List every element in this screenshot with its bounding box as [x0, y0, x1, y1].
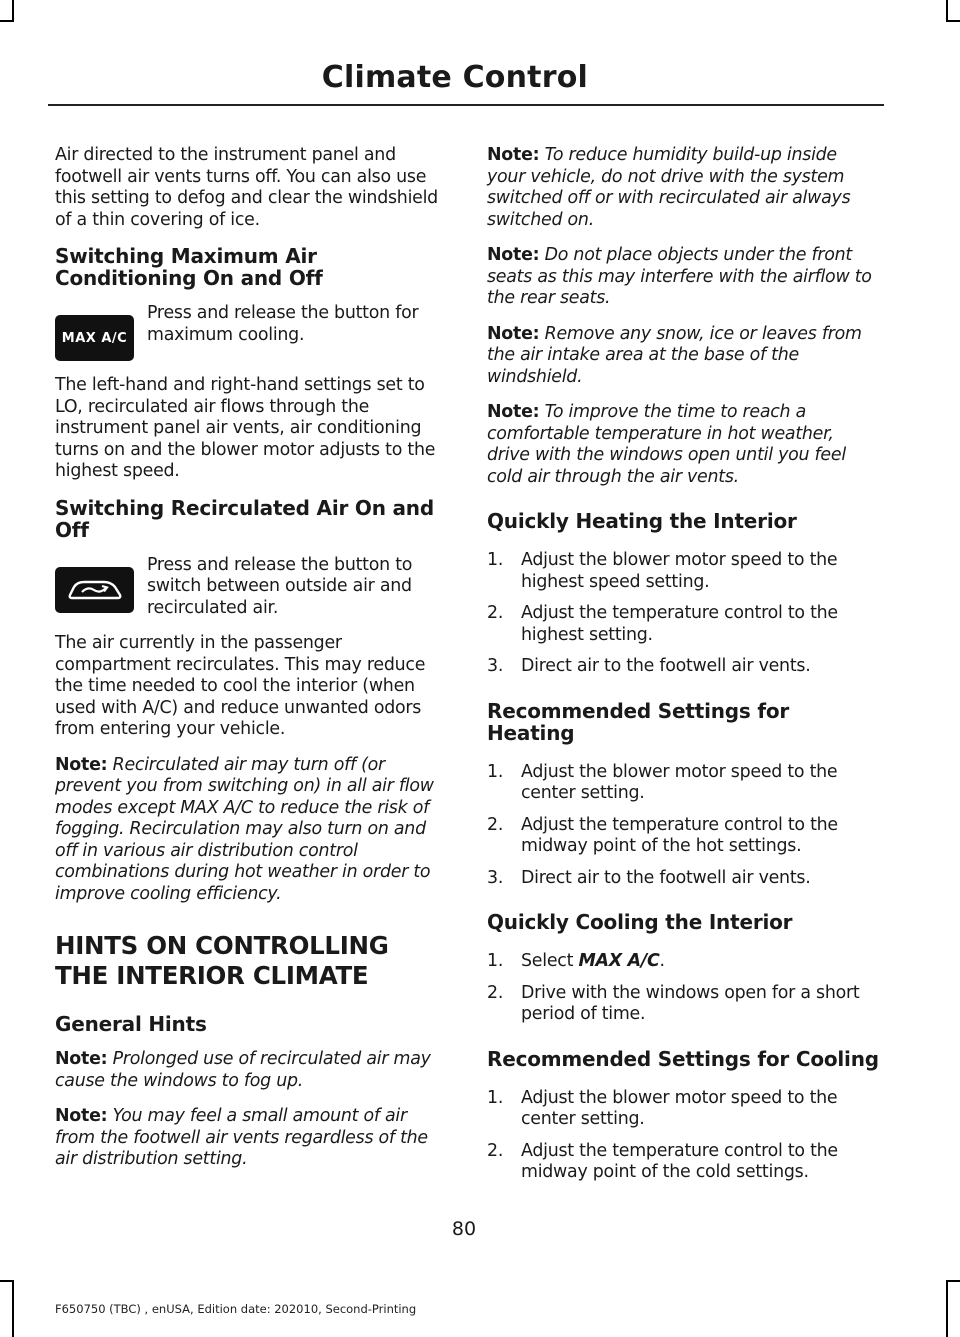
- intro-paragraph: Air directed to the instrument panel and footwell air vents turns off. You can also use this setting to defog and clear the windshield of a thin covering of ice.: [55, 145, 438, 230]
- step-text: Adjust the temperature control to the highest setting.: [521, 603, 838, 645]
- hints-heading: HINTS ON CONTROLLING THE INTERIOR CLIMATE: [55, 931, 389, 990]
- step-text: Adjust the blower motor speed to the center setting.: [521, 1087, 838, 1129]
- general-hint-note: [55, 1049, 447, 1092]
- note-text: Do not place objects under the front seats as this may interfere with the airflow to the rear seats.: [487, 245, 872, 308]
- max-ac-emphasis: MAX A/C: [578, 951, 660, 971]
- list-item: [487, 815, 879, 858]
- rec-heat-heading: Recommended Settings for Heating: [487, 698, 790, 745]
- left-column: [55, 145, 447, 1185]
- step-number: 1.: [487, 761, 504, 782]
- step-text: Adjust the temperature control to the midway point of the hot settings.: [521, 814, 838, 856]
- recirc-heading: Switching Recirculated Air On and Off: [55, 495, 434, 542]
- list-item: [487, 983, 879, 1026]
- step-number: 1.: [487, 550, 504, 570]
- step-number: 3.: [487, 656, 504, 676]
- note-label: Note:: [55, 1049, 108, 1069]
- step-text: Drive with the windows open for a short period of time.: [521, 982, 860, 1024]
- recirculated-air-icon: [55, 567, 134, 613]
- note-label: Note:: [487, 402, 540, 422]
- page-title: Climate Control: [321, 60, 588, 95]
- list-item: [487, 868, 879, 890]
- crop-mark: [0, 1280, 14, 1282]
- crop-mark: [946, 20, 960, 22]
- step-text: Direct air to the footwell air vents.: [521, 867, 811, 888]
- rec-heat-steps: [487, 762, 879, 890]
- crop-mark: [0, 20, 14, 22]
- header-divider: [48, 104, 884, 106]
- note: [487, 324, 879, 389]
- note: [487, 145, 879, 231]
- max-ac-description: The left-hand and right-hand settings set to LO, recirculated air flows through the instrument panel air vents, air conditioning turns on and the blower motor adjusts to the highest speed.: [55, 375, 436, 481]
- step-number: 2.: [487, 814, 504, 835]
- list-item: [487, 762, 879, 805]
- max-ac-heading: Switching Maximum Air Conditioning On and Off: [55, 244, 323, 290]
- general-hint-note: [55, 1106, 447, 1171]
- note-label: Note:: [55, 754, 108, 775]
- max-ac-instruction-row: [55, 303, 447, 361]
- step-suffix: .: [659, 951, 665, 971]
- step-number: 1.: [487, 951, 504, 971]
- step-number: 2.: [487, 982, 504, 1003]
- note-text: You may feel a small amount of air from the footwell air vents regardless of the air distribution setting.: [55, 1106, 428, 1169]
- max-ac-icon-label: MAX A/C: [61, 330, 128, 346]
- step-prefix: Select: [521, 951, 574, 971]
- rec-cool-steps: [487, 1088, 879, 1184]
- list-item: [487, 603, 879, 646]
- max-ac-button-icon: [55, 315, 134, 361]
- note-label: Note:: [55, 1106, 108, 1126]
- note: [487, 245, 879, 310]
- quick-heat-steps: [487, 550, 879, 678]
- note-text: To reduce humidity build-up inside your vehicle, do not drive with the system switched off or with recirculated air always switched on.: [487, 145, 851, 230]
- note-text: Recirculated air may turn off (or prevent you from switching on) in all air flow modes except MAX A/C to reduce the risk of fogging. Recirculation may also turn on and off in various air distribution control combinations during hot weather in order to improve cooling efficiency.: [55, 754, 434, 904]
- step-text: Adjust the blower motor speed to the center setting.: [521, 761, 838, 803]
- rec-cool-heading: Recommended Settings for Cooling: [487, 1046, 879, 1071]
- recirc-instruction-row: [55, 555, 447, 620]
- quick-cool-heading: Quickly Cooling the Interior: [487, 910, 793, 934]
- note-label: Note:: [487, 145, 540, 165]
- list-item: [487, 550, 879, 593]
- edition-footer: F650750 (TBC) , enUSA, Edition date: 202010, Second-Printing: [55, 1302, 417, 1316]
- list-item: [487, 951, 879, 973]
- step-number: 3.: [487, 867, 504, 888]
- step-number: 2.: [487, 603, 504, 623]
- quick-heat-heading: Quickly Heating the Interior: [487, 509, 797, 533]
- max-ac-instruction: Press and release the button for maximum cooling.: [147, 303, 419, 345]
- step-text: Direct air to the footwell air vents.: [521, 656, 811, 676]
- recirc-instruction: Press and release the button to switch between outside air and recirculated air.: [147, 554, 413, 618]
- crop-mark: [12, 1280, 14, 1337]
- quick-cool-steps: [487, 951, 879, 1026]
- general-hints-heading: General Hints: [55, 1012, 207, 1036]
- crop-mark: [946, 1280, 948, 1337]
- crop-mark: [946, 0, 948, 22]
- car-recirculation-icon: [64, 575, 126, 605]
- right-column: [487, 145, 879, 1198]
- list-item: [487, 1088, 879, 1131]
- note-text: To improve the time to reach a comfortable temperature in hot weather, drive with the windows open until you feel cold air through the air vents.: [487, 402, 846, 487]
- crop-mark: [12, 0, 14, 22]
- note-text: Prolonged use of recirculated air may cause the windows to fog up.: [55, 1049, 431, 1091]
- note-label: Note:: [487, 245, 540, 265]
- list-item: [487, 656, 879, 678]
- note: [487, 402, 879, 488]
- step-number: 2.: [487, 1140, 504, 1161]
- step-number: 1.: [487, 1087, 504, 1108]
- page-number: 80: [451, 1218, 477, 1240]
- note-text: Remove any snow, ice or leaves from the air intake area at the base of the windshield.: [487, 323, 862, 387]
- step-text: Adjust the temperature control to the midway point of the cold settings.: [521, 1140, 838, 1182]
- recirc-description: The air currently in the passenger compartment recirculates. This may reduce the time needed to cool the interior (when used with A/C) and reduce unwanted odors from entering your vehicle.: [55, 633, 426, 739]
- list-item: [487, 1141, 879, 1184]
- crop-mark: [946, 1280, 960, 1282]
- note-label: Note:: [487, 323, 540, 344]
- recirc-note: [55, 755, 447, 906]
- step-text: Adjust the blower motor speed to the highest speed setting.: [521, 550, 838, 592]
